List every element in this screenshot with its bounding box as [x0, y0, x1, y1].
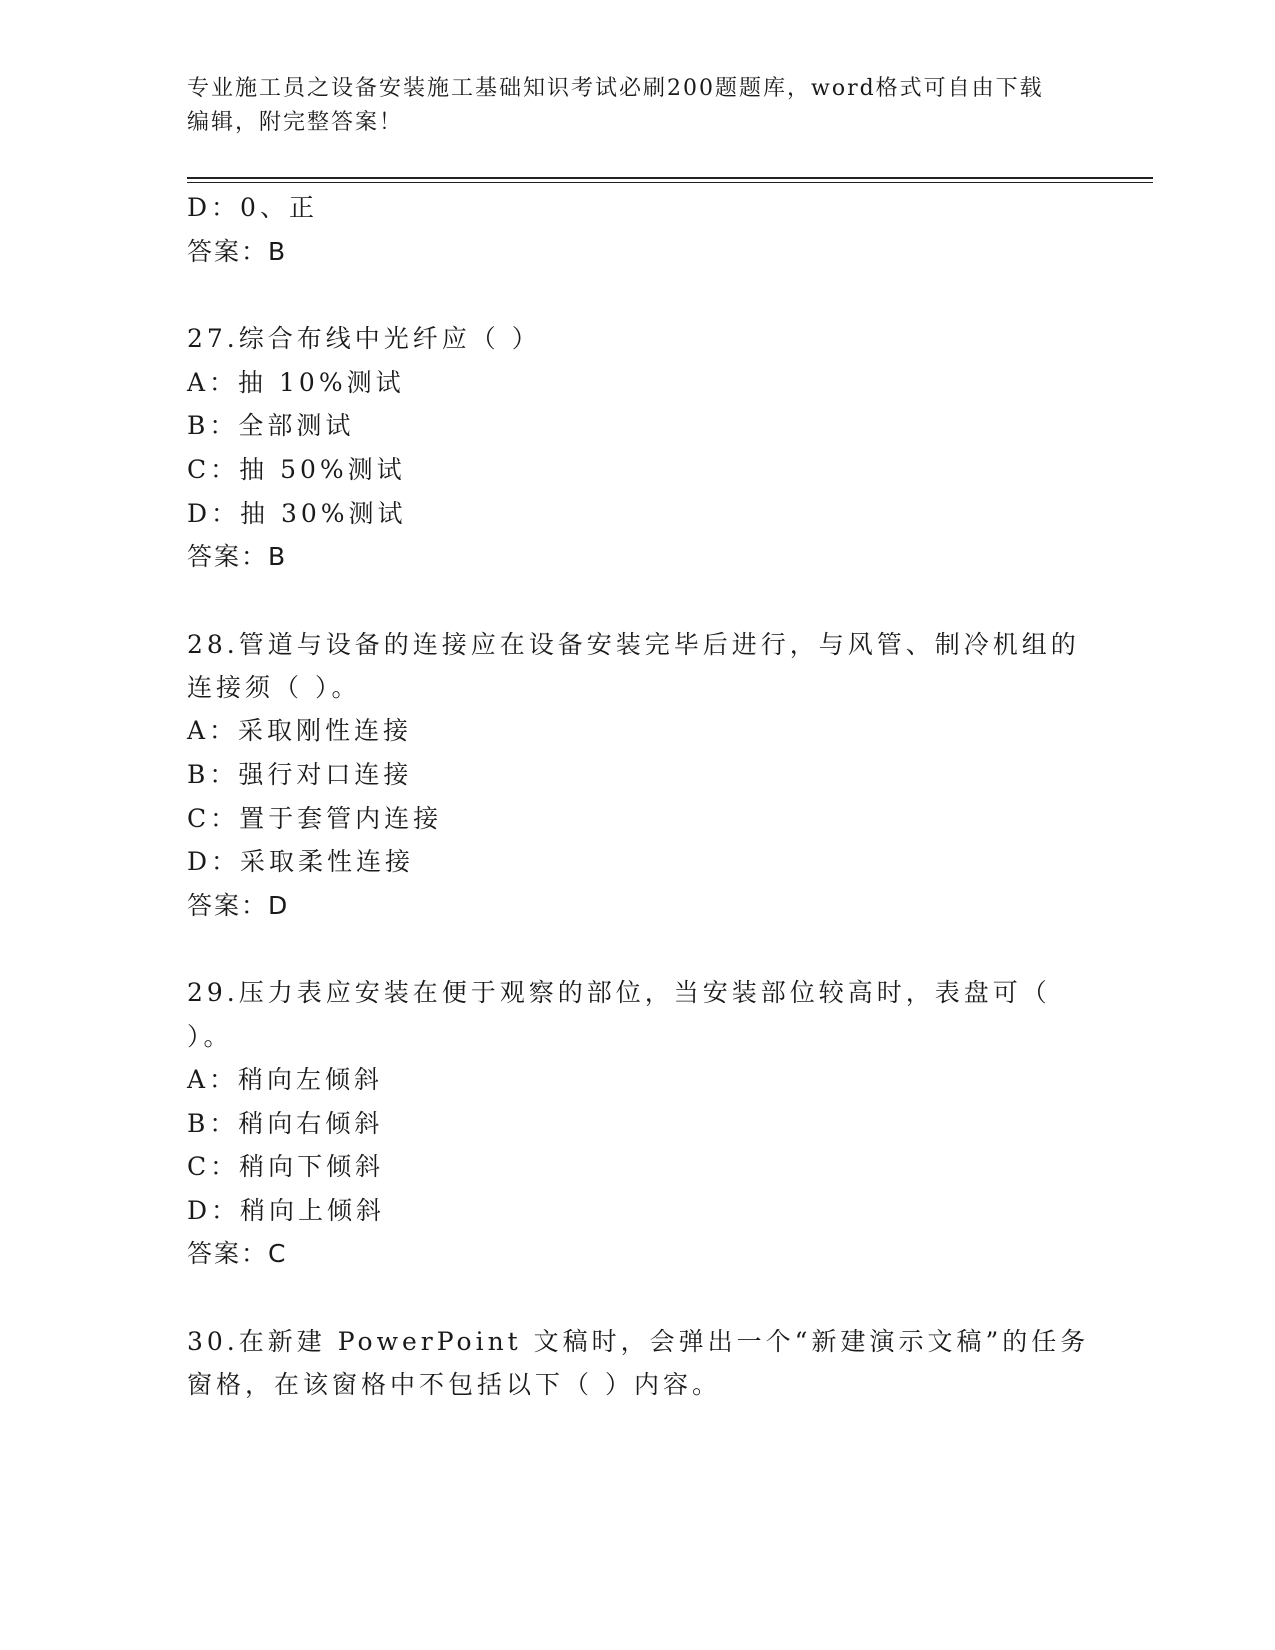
q27-option-a: A：抽 10%测试	[187, 368, 405, 397]
page-header	[187, 72, 1087, 140]
q29-stem-line1: 29.压力表应安装在便于观察的部位，当安装部位较高时，表盘可（	[187, 978, 1051, 1007]
q27-stem: 27.综合布线中光纤应（ ）	[187, 324, 541, 353]
q28-option-a: A：采取刚性连接	[187, 716, 413, 745]
header-divider-thin	[187, 182, 1153, 183]
q29-option-b: B：稍向右倾斜	[187, 1109, 384, 1138]
q28-option-c: C：置于套管内连接	[187, 804, 443, 833]
q29-option-a: A：稍向左倾斜	[187, 1065, 384, 1094]
q28-stem-line1: 28.管道与设备的连接应在设备安装完毕后进行，与风管、制冷机组的	[187, 630, 1080, 659]
q28-option-d: D：采取柔性连接	[187, 847, 415, 876]
q29-answer: 答案：C	[187, 1239, 288, 1268]
q27-answer: 答案：B	[187, 542, 288, 571]
q29-stem-line2: ）。	[187, 1022, 233, 1051]
q26-option-d: D：0、正	[187, 193, 318, 222]
header-title-line1: 专业施工员之设备安装施工基础知识考试必刷200题题库，word格式可自由下载	[187, 76, 1044, 101]
q29-option-d: D：稍向上倾斜	[187, 1196, 386, 1225]
q30-stem-line2: 窗格，在该窗格中不包括以下（ ）内容。	[187, 1370, 721, 1399]
header-title-line2: 编辑，附完整答案！	[187, 110, 404, 135]
q27-option-c: C：抽 50%测试	[187, 455, 406, 484]
q30-stem-line1: 30.在新建 PowerPoint 文稿时，会弹出一个“新建演示文稿”的任务	[187, 1327, 1090, 1356]
q27-option-b: B：全部测试	[187, 411, 355, 440]
header-divider-thick	[187, 177, 1153, 179]
q26-answer: 答案：B	[187, 237, 288, 266]
q28-option-b: B：强行对口连接	[187, 760, 413, 789]
q28-answer: 答案：D	[187, 891, 290, 920]
q29-option-c: C：稍向下倾斜	[187, 1152, 385, 1181]
q28-stem-line2: 连接须（ ）。	[187, 673, 361, 702]
q27-option-d: D：抽 30%测试	[187, 499, 407, 528]
